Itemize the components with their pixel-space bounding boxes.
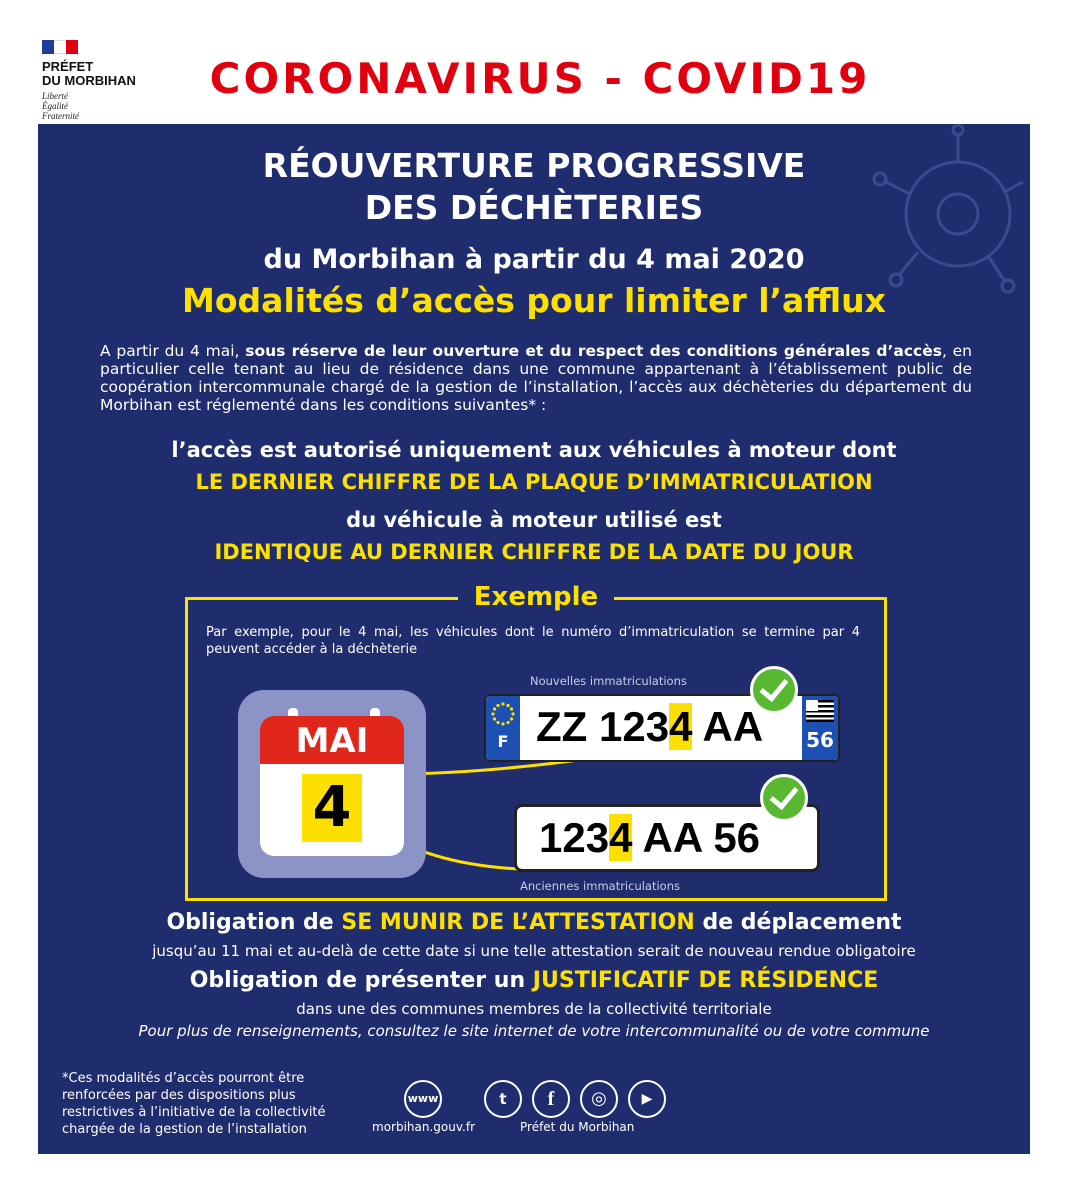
intro-paragraph — [100, 342, 972, 414]
old-plate-part-a: 123 — [539, 814, 610, 861]
obligation-attestation — [38, 910, 1030, 935]
main-title: CORONAVIRUS - COVID19 — [209, 54, 871, 103]
headline-modalites: Modalités d’accès pour limiter l’afflux — [182, 281, 886, 320]
obligation1-highlight: SE MUNIR DE L’ATTESTATION — [341, 910, 695, 935]
example-text: Par exemple, pour le 4 mai, les véhicules dont le numéro d’immatriculation se termine par 4 peuvent accéder à la déchèterie — [206, 625, 860, 657]
calendar-icon — [260, 716, 404, 856]
new-plate-number — [536, 702, 763, 752]
new-plates-caption: Nouvelles immatriculations — [530, 674, 687, 688]
rule-line2: LE DERNIER CHIFFRE DE LA PLAQUE D’IMMATRICULATION — [195, 470, 873, 494]
rule-line4: IDENTIQUE AU DERNIER CHIFFRE DE LA DATE DU JOUR — [214, 540, 854, 564]
prefect-line1: PRÉFET — [42, 59, 94, 74]
new-plate-highlight-digit: 4 — [669, 703, 693, 750]
plate-country-code: F — [497, 732, 509, 751]
rule-line1: l’accès est autorisé uniquement aux véhicules à moteur dont — [171, 438, 897, 462]
old-plate-part-b: AA 56 — [632, 814, 761, 861]
info-panel — [38, 124, 1030, 1154]
more-info-text: Pour plus de renseignements, consultez le site internet de votre intercommunalité ou de votre commune — [138, 1022, 930, 1040]
website-icon[interactable]: www — [404, 1080, 442, 1118]
obligation2-subtext: dans une des communes membres de la collectivité territoriale — [296, 1000, 772, 1018]
twitter-icon[interactable]: t — [484, 1080, 522, 1118]
obligation2-highlight: JUSTIFICATIF DE RÉSIDENCE — [532, 968, 879, 993]
plate-department: 56 — [806, 728, 834, 752]
old-plate-highlight-digit: 4 — [609, 814, 633, 861]
old-plate-number — [539, 813, 760, 863]
obligation-residence — [38, 968, 1030, 993]
motto-fraternite: Fraternité — [42, 111, 79, 121]
old-plates-caption: Anciennes immatriculations — [520, 879, 681, 893]
eu-band — [486, 696, 520, 760]
new-plate-part-a: ZZ 123 — [536, 703, 670, 750]
facebook-icon[interactable]: f — [532, 1080, 570, 1118]
website-link[interactable]: morbihan.gouv.fr — [372, 1120, 476, 1134]
eu-stars-icon — [491, 702, 515, 726]
example-title: Exemple — [458, 582, 614, 612]
headline-date: du Morbihan à partir du 4 mai 2020 — [263, 244, 805, 275]
motto-egalite: Égalité — [42, 101, 68, 111]
social-label: Préfet du Morbihan — [520, 1120, 635, 1134]
prefect-line2: DU MORBIHAN — [42, 73, 136, 88]
instagram-icon[interactable]: ◎ — [580, 1080, 618, 1118]
prefect-logo — [36, 36, 156, 126]
brittany-flag-icon — [806, 700, 834, 722]
french-flag-icon — [42, 40, 78, 54]
calendar-month: MAI — [260, 716, 404, 764]
headline-line2: DES DÉCHÈTERIES — [364, 188, 704, 227]
intro-part1: A partir du 4 mai, — [100, 342, 246, 360]
youtube-icon[interactable]: ▶ — [628, 1080, 666, 1118]
obligation1-subtext: jusqu’au 11 mai et au-delà de cette date si une telle attestation serait de nouveau rendue obligatoire — [152, 942, 916, 960]
rule-line3: du véhicule à moteur utilisé est — [346, 508, 722, 532]
new-plate-part-b: AA — [692, 703, 764, 750]
region-band — [802, 696, 838, 760]
obligation2-text-a: Obligation de présenter un — [189, 968, 533, 993]
motto-liberte: Liberté — [42, 91, 68, 101]
headline-line1: RÉOUVERTURE PROGRESSIVE — [262, 146, 806, 185]
intro-bold: sous réserve de leur ouverture et du respect des conditions générales d’accès — [245, 342, 942, 360]
calendar-day: 4 — [302, 774, 362, 842]
obligation1-text-c: de déplacement — [694, 910, 902, 935]
checkmark-icon-old — [760, 774, 808, 822]
intro-part2: , en particulier celle tenant au lieu de résidence dans une commune appartenant à l’établissement public de coopération intercommunale chargé de la gestion de l’installation, l’accès aux déchèteries du département du Morbihan est réglementé dans les conditions suivantes* : — [100, 342, 972, 414]
checkmark-icon-new — [750, 666, 798, 714]
footnote: *Ces modalités d’accès pourront être renforcées par des dispositions plus restrictives à l’initiative de la collectivité chargée de la gestion de l’installation — [62, 1071, 326, 1137]
obligation1-text-a: Obligation de — [166, 910, 342, 935]
